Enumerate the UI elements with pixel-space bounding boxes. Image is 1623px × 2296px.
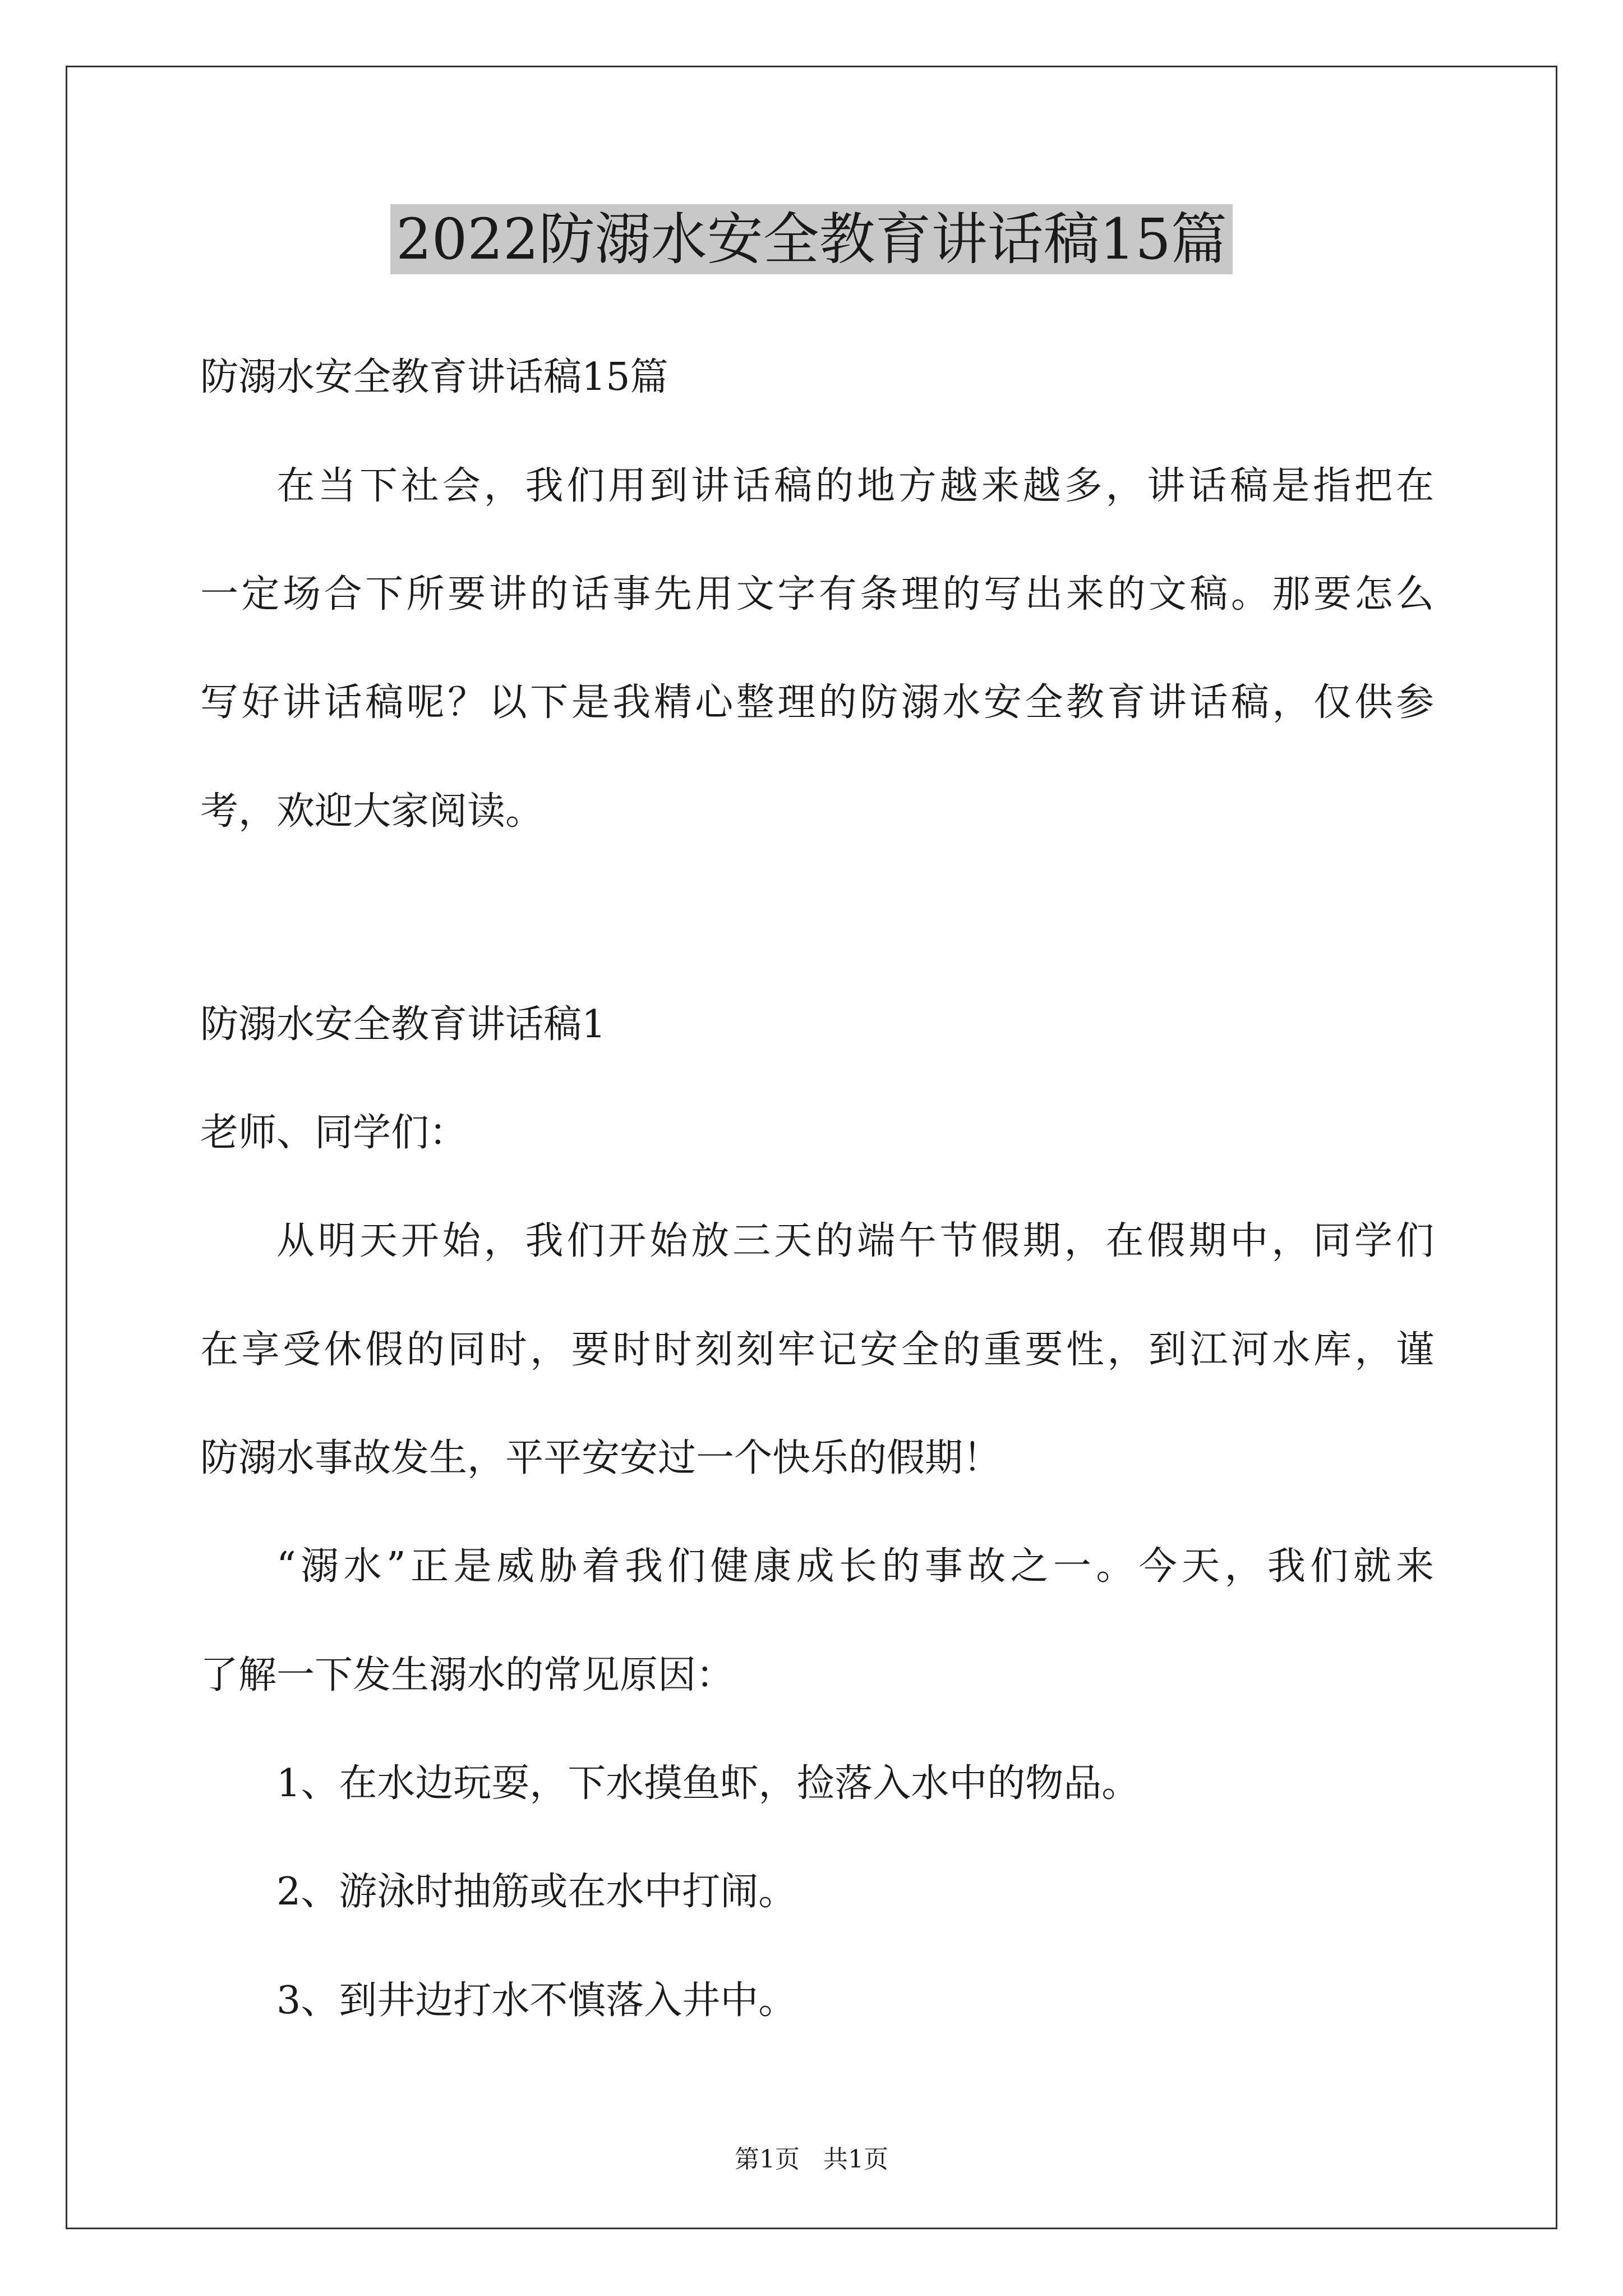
paragraph-line: “溺水”正是威胁着我们健康成长的事故之一。今天，我们就来: [276, 1544, 1434, 1589]
page-footer: 第1页 共1页: [735, 2145, 888, 2174]
intro-line: 一定场合下所要讲的话事先用文字有条理的写出来的文稿。那要怎么: [200, 572, 1434, 616]
paragraph-line: 从明天开始，我们开始放三天的端午节假期，在假期中，同学们: [276, 1219, 1434, 1263]
paragraph-line: 防溺水事故发生，平平安安过一个快乐的假期！: [200, 1436, 1002, 1480]
document-title-text: 2022防溺水安全教育讲话稿15篇: [390, 204, 1233, 274]
section-heading: 防溺水安全教育讲话稿1: [200, 1002, 606, 1047]
cause-item: 1、在水边玩耍，下水摸鱼虾，捡落入水中的物品。: [276, 1761, 1140, 1806]
document-subtitle: 防溺水安全教育讲话稿15篇: [200, 355, 668, 399]
cause-item: 2、游泳时抽筋或在水中打闹。: [276, 1870, 797, 1914]
cause-item: 3、到井边打水不慎落入井中。: [276, 1978, 797, 2023]
intro-line: 在当下社会，我们用到讲话稿的地方越来越多，讲话稿是指把在: [276, 464, 1434, 508]
intro-line: 写好讲话稿呢？以下是我精心整理的防溺水安全教育讲话稿，仅供参: [200, 680, 1434, 725]
paragraph-line: 了解一下发生溺水的常见原因：: [200, 1653, 735, 1697]
paragraph-line: 在享受休假的同时，要时时刻刻牢记安全的重要性，到江河水库，谨: [200, 1328, 1434, 1372]
document-title: [0, 203, 1623, 276]
intro-line: 考，欢迎大家阅读。: [200, 789, 544, 834]
salutation: 老师、同学们：: [200, 1111, 468, 1155]
